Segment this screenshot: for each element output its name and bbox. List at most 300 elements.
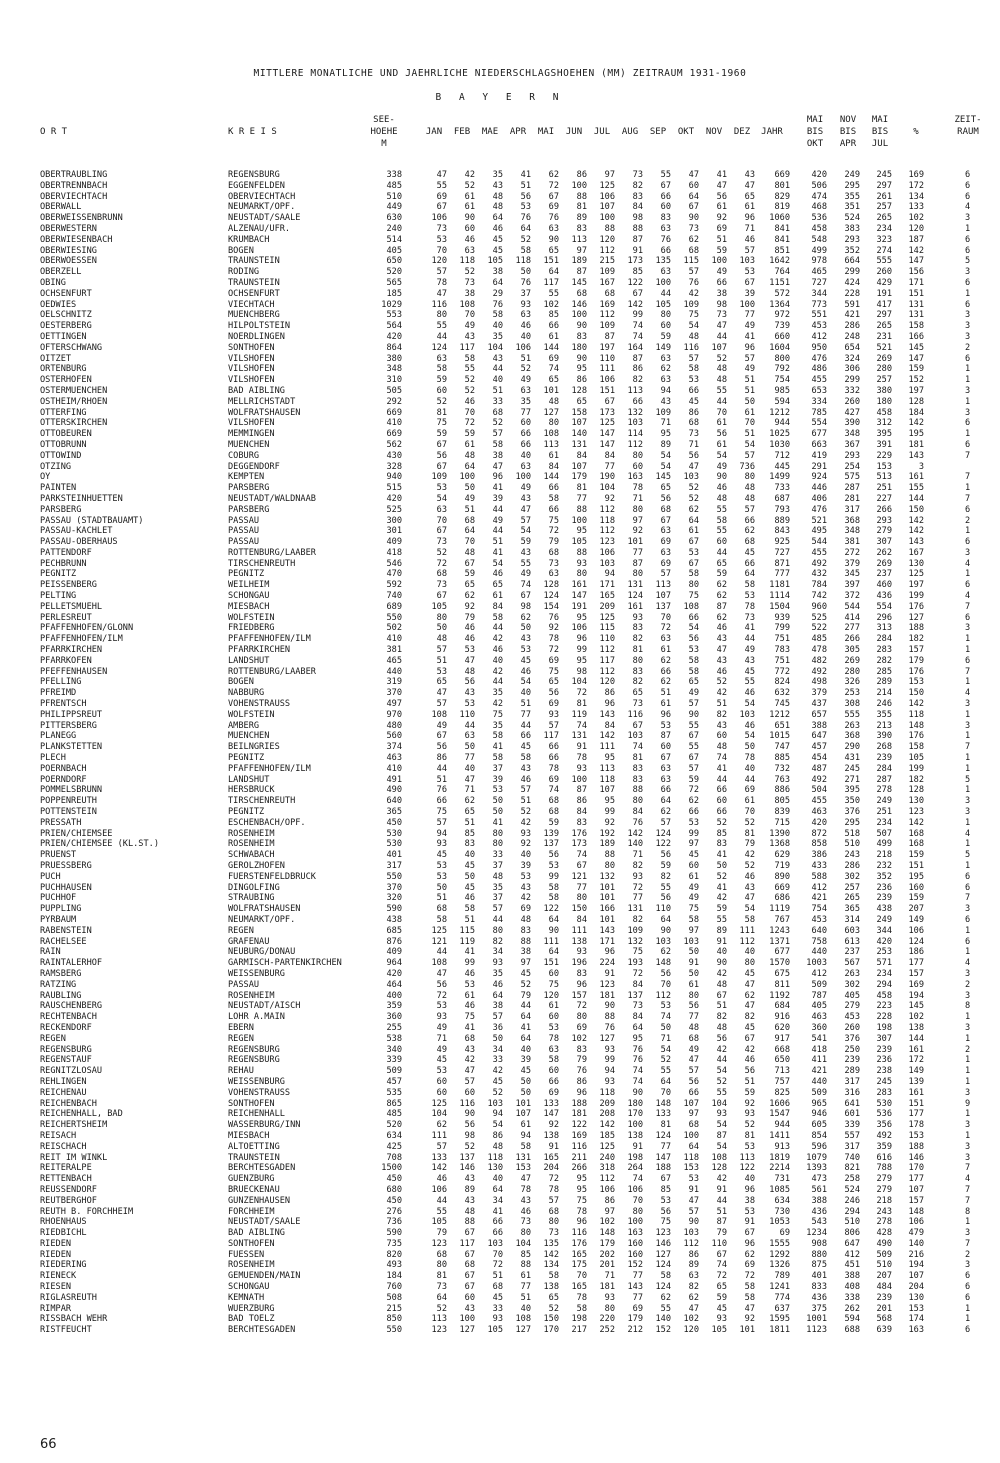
cell-sep: 55 xyxy=(660,1066,671,1077)
cell-nov-apr: 524 xyxy=(844,213,860,224)
cell-jun: 89 xyxy=(576,213,587,224)
cell-mai-jul: 355 xyxy=(876,709,892,720)
station-name: RECHTENBACH xyxy=(40,1012,97,1023)
cell-seehoehe: 328 xyxy=(386,461,402,472)
cell-mai: 58 xyxy=(548,1055,559,1066)
table-row xyxy=(0,1217,1000,1228)
cell-mai-okt: 858 xyxy=(811,839,827,850)
cell-jahr: 1411 xyxy=(769,1130,790,1141)
cell-okt: 56 xyxy=(688,1001,699,1012)
cell-jul: 197 xyxy=(599,342,615,353)
cell-jul: 181 xyxy=(599,990,615,1001)
cell-apr: 66 xyxy=(520,439,531,450)
district-name: NOERDLINGEN xyxy=(228,331,285,342)
cell-jul: 112 xyxy=(599,526,615,537)
cell-apr: 61 xyxy=(520,1120,531,1131)
station-name: ORTENBURG xyxy=(40,364,87,375)
cell-okt: 103 xyxy=(683,472,699,483)
cell-seehoehe: 420 xyxy=(386,493,402,504)
cell-jan: 68 xyxy=(436,1249,447,1260)
cell-feb: 98 xyxy=(464,1130,475,1141)
cell-mai-jul: 359 xyxy=(876,1141,892,1152)
cell-okt: 49 xyxy=(688,893,699,904)
cell-seehoehe: 348 xyxy=(386,364,402,375)
cell-mae: 45 xyxy=(492,234,503,245)
cell-nov-apr: 260 xyxy=(844,396,860,407)
cell-mae: 41 xyxy=(492,483,503,494)
cell-mai-okt: 498 xyxy=(811,677,827,688)
cell-mai: 69 xyxy=(548,202,559,213)
cell-jan: 125 xyxy=(431,925,447,936)
cell-jun: 72 xyxy=(576,1001,587,1012)
cell-jul: 209 xyxy=(599,1098,615,1109)
cell-dez: 47 xyxy=(744,1303,755,1314)
cell-mae: 96 xyxy=(492,472,503,483)
cell-aug: 170 xyxy=(627,1109,643,1120)
cell-mai-jul: 198 xyxy=(876,1022,892,1033)
cell-jan: 111 xyxy=(431,1130,447,1141)
cell-jahr: 767 xyxy=(774,914,790,925)
cell-seehoehe: 463 xyxy=(386,753,402,764)
cell-jul: 106 xyxy=(599,1184,615,1195)
cell-jun: 180 xyxy=(571,342,587,353)
cell-prozent: 158 xyxy=(908,321,924,332)
cell-seehoehe: 550 xyxy=(386,612,402,623)
cell-mai: 124 xyxy=(543,591,559,602)
district-name: BAD AIBLING xyxy=(228,385,285,396)
cell-zeitraum: 5 xyxy=(965,850,971,861)
cell-okt: 67 xyxy=(688,537,699,548)
cell-jan: 53 xyxy=(436,1066,447,1077)
table-row xyxy=(0,494,1000,505)
table-row xyxy=(0,721,1000,732)
cell-prozent: 172 xyxy=(908,1055,924,1066)
station-name: PARKSTEINHUETTEN xyxy=(40,493,123,504)
cell-sep: 124 xyxy=(655,1282,671,1293)
cell-jahr: 789 xyxy=(774,1271,790,1282)
cell-jul: 120 xyxy=(599,234,615,245)
cell-feb: 44 xyxy=(464,720,475,731)
cell-dez: 69 xyxy=(744,785,755,796)
cell-mae: 104 xyxy=(487,342,503,353)
cell-jun: 81 xyxy=(576,483,587,494)
cell-mai-jul: 260 xyxy=(876,267,892,278)
station-name: PLANEGG xyxy=(40,731,77,742)
cell-mai: 91 xyxy=(548,1141,559,1152)
cell-jahr: 774 xyxy=(774,1292,790,1303)
cell-jun: 119 xyxy=(571,709,587,720)
table-row xyxy=(0,699,1000,710)
district-name: REGEN xyxy=(228,925,254,936)
cell-nov-apr: 272 xyxy=(844,547,860,558)
cell-jahr: 1212 xyxy=(769,709,790,720)
cell-jul: 220 xyxy=(599,1314,615,1325)
cell-mai-jul: 214 xyxy=(876,688,892,699)
header-novapr-2: BIS xyxy=(839,127,857,137)
cell-jan: 65 xyxy=(436,677,447,688)
station-name: REISCHACH xyxy=(40,1141,87,1152)
cell-dez: 41 xyxy=(744,623,755,634)
header-mae: MAE xyxy=(481,127,499,137)
cell-jan: 67 xyxy=(436,461,447,472)
cell-zeitraum: 3 xyxy=(965,385,971,396)
cell-seehoehe: 292 xyxy=(386,396,402,407)
cell-aug: 83 xyxy=(632,666,643,677)
table-row xyxy=(0,1314,1000,1325)
table-row xyxy=(0,926,1000,937)
cell-nov-apr: 253 xyxy=(844,688,860,699)
district-name: FORCHHEIM xyxy=(228,1206,275,1217)
cell-aug: 97 xyxy=(632,515,643,526)
cell-jul: 84 xyxy=(604,720,615,731)
cell-feb: 79 xyxy=(464,612,475,623)
cell-zeitraum: 3 xyxy=(965,1228,971,1239)
cell-zeitraum: 3 xyxy=(965,1260,971,1271)
cell-dez: 41 xyxy=(744,331,755,342)
cell-jahr: 1292 xyxy=(769,1249,790,1260)
cell-aug: 100 xyxy=(627,1120,643,1131)
cell-mai: 108 xyxy=(543,429,559,440)
cell-zeitraum: 8 xyxy=(965,1206,971,1217)
cell-jahr: 669 xyxy=(774,170,790,180)
cell-mae: 53 xyxy=(492,785,503,796)
table-row xyxy=(0,418,1000,429)
cell-mae: 64 xyxy=(492,990,503,1001)
cell-mai: 151 xyxy=(543,958,559,969)
station-name: PFAFFENHOFEN/GLONN xyxy=(40,623,134,634)
cell-jahr: 851 xyxy=(774,245,790,256)
cell-jan: 79 xyxy=(436,1228,447,1239)
cell-mai-okt: 647 xyxy=(811,731,827,742)
district-name: GUNZENHAUSEN xyxy=(228,1195,291,1206)
cell-mae: 45 xyxy=(492,245,503,256)
cell-mai-jul: 153 xyxy=(876,461,892,472)
cell-seehoehe: 530 xyxy=(386,828,402,839)
cell-jul: 95 xyxy=(604,796,615,807)
table-row xyxy=(0,1174,1000,1185)
cell-prozent: 216 xyxy=(908,1249,924,1260)
cell-prozent: 153 xyxy=(908,677,924,688)
table-row xyxy=(0,1077,1000,1088)
cell-prozent: 161 xyxy=(908,1044,924,1055)
station-name: RIEDEN xyxy=(40,1238,72,1249)
cell-zeitraum: 1 xyxy=(965,925,971,936)
cell-mai-jul: 554 xyxy=(876,601,892,612)
district-name: OBERVIECHTACH xyxy=(228,191,296,202)
cell-sep: 62 xyxy=(660,364,671,375)
cell-dez: 96 xyxy=(744,342,755,353)
table-row xyxy=(0,1099,1000,1110)
cell-nov-apr: 424 xyxy=(844,277,860,288)
cell-dez: 100 xyxy=(739,299,755,310)
cell-seehoehe: 510 xyxy=(386,191,402,202)
cell-jul: 101 xyxy=(599,893,615,904)
cell-dez: 47 xyxy=(744,180,755,191)
cell-dez: 45 xyxy=(744,968,755,979)
table-row xyxy=(0,332,1000,343)
cell-apr: 74 xyxy=(520,580,531,591)
cell-nov-apr: 591 xyxy=(844,299,860,310)
cell-dez: 55 xyxy=(744,677,755,688)
station-name: REGENSTAUF xyxy=(40,1055,92,1066)
district-name: PASSAU xyxy=(228,515,260,526)
district-name: PASSAU xyxy=(228,537,260,548)
cell-mai-okt: 548 xyxy=(811,234,827,245)
cell-seehoehe: 560 xyxy=(386,731,402,742)
table-row xyxy=(0,1293,1000,1304)
district-name: LANDSHUT xyxy=(228,774,270,785)
district-name: NEUBURG/DONAU xyxy=(228,947,296,958)
cell-jul: 143 xyxy=(599,925,615,936)
cell-apr: 64 xyxy=(520,223,531,234)
cell-aug: 73 xyxy=(632,170,643,180)
cell-okt: 64 xyxy=(688,191,699,202)
table-row xyxy=(0,1131,1000,1142)
cell-sep: 76 xyxy=(660,234,671,245)
cell-dez: 54 xyxy=(744,699,755,710)
cell-dez: 47 xyxy=(744,1001,755,1012)
cell-sep: 63 xyxy=(660,375,671,386)
cell-mai-okt: 334 xyxy=(811,396,827,407)
cell-mai-okt: 758 xyxy=(811,936,827,947)
cell-prozent: 131 xyxy=(908,299,924,310)
cell-jan: 55 xyxy=(436,180,447,191)
cell-okt: 53 xyxy=(688,547,699,558)
cell-feb: 65 xyxy=(464,580,475,591)
cell-mai-okt: 405 xyxy=(811,1001,827,1012)
cell-prozent: 187 xyxy=(908,234,924,245)
cell-jan: 58 xyxy=(436,914,447,925)
district-name: TRAUNSTEIN xyxy=(228,1152,280,1163)
cell-feb: 58 xyxy=(464,353,475,364)
cell-prozent: 106 xyxy=(908,1217,924,1228)
cell-jahr: 620 xyxy=(774,1022,790,1033)
cell-okt: 90 xyxy=(688,709,699,720)
cell-seehoehe: 546 xyxy=(386,558,402,569)
cell-nov-apr: 421 xyxy=(844,310,860,321)
cell-nov-apr: 524 xyxy=(844,1184,860,1195)
station-name: PELTING xyxy=(40,591,77,602)
cell-mai-okt: 421 xyxy=(811,893,827,904)
cell-jul: 100 xyxy=(599,213,615,224)
cell-jul: 318 xyxy=(599,1163,615,1174)
cell-sep: 66 xyxy=(660,666,671,677)
cell-zeitraum: 1 xyxy=(965,1303,971,1314)
cell-sep: 103 xyxy=(655,936,671,947)
cell-dez: 44 xyxy=(744,774,755,785)
cell-nov: 45 xyxy=(716,1303,727,1314)
cell-zeitraum: 4 xyxy=(965,1174,971,1185)
cell-jul: 112 xyxy=(599,666,615,677)
cell-jan: 63 xyxy=(436,504,447,515)
cell-mai: 63 xyxy=(548,223,559,234)
cell-mae: 82 xyxy=(492,936,503,947)
cell-zeitraum: 1 xyxy=(965,839,971,850)
cell-apr: 38 xyxy=(520,947,531,958)
cell-jahr: 668 xyxy=(774,1044,790,1055)
cell-jan: 60 xyxy=(436,385,447,396)
cell-sep: 140 xyxy=(655,1314,671,1325)
cell-jan: 51 xyxy=(436,893,447,904)
cell-jan: 73 xyxy=(436,1282,447,1293)
cell-okt: 48 xyxy=(688,331,699,342)
cell-jul: 86 xyxy=(604,1195,615,1206)
cell-zeitraum: 6 xyxy=(965,245,971,256)
cell-feb: 68 xyxy=(464,515,475,526)
cell-mai-okt: 433 xyxy=(811,861,827,871)
cell-sep: 135 xyxy=(655,256,671,267)
cell-jun: 90 xyxy=(576,321,587,332)
cell-dez: 96 xyxy=(744,1184,755,1195)
cell-mai-okt: 406 xyxy=(811,493,827,504)
cell-mai: 61 xyxy=(548,331,559,342)
cell-mae: 103 xyxy=(487,1238,503,1249)
cell-apr: 104 xyxy=(515,1238,531,1249)
cell-apr: 118 xyxy=(515,256,531,267)
header-jahr: JAHR xyxy=(761,127,783,137)
cell-mai-okt: 1234 xyxy=(806,1228,827,1239)
cell-feb: 53 xyxy=(464,645,475,656)
cell-sep: 63 xyxy=(660,774,671,785)
cell-jun: 70 xyxy=(576,1271,587,1282)
cell-okt: 67 xyxy=(688,753,699,764)
cell-jahr: 1025 xyxy=(769,429,790,440)
cell-okt: 75 xyxy=(688,310,699,321)
district-name: NEUSTADT/SAALE xyxy=(228,1217,301,1228)
cell-mai-okt: 412 xyxy=(811,882,827,893)
cell-prozent: 160 xyxy=(908,882,924,893)
table-row xyxy=(0,980,1000,991)
station-name: OTTERFING xyxy=(40,407,87,418)
cell-nov-apr: 397 xyxy=(844,580,860,591)
cell-jun: 83 xyxy=(576,968,587,979)
cell-apr: 52 xyxy=(520,364,531,375)
cell-mai: 78 xyxy=(548,634,559,645)
cell-nov-apr: 575 xyxy=(844,472,860,483)
cell-mai-jul: 294 xyxy=(876,979,892,990)
table-row xyxy=(0,883,1000,894)
cell-nov-apr: 293 xyxy=(844,450,860,461)
district-name: TRAUNSTEIN xyxy=(228,277,280,288)
cell-seehoehe: 480 xyxy=(386,720,402,731)
cell-dez: 51 xyxy=(744,429,755,440)
cell-prozent: 178 xyxy=(908,1120,924,1131)
cell-jan: 59 xyxy=(436,429,447,440)
cell-aug: 74 xyxy=(632,1076,643,1087)
cell-mai-jul: 380 xyxy=(876,385,892,396)
table-row xyxy=(0,1088,1000,1099)
station-name: REHLINGEN xyxy=(40,1076,87,1087)
cell-mai-jul: 239 xyxy=(876,893,892,904)
cell-nov-apr: 271 xyxy=(844,774,860,785)
cell-jan: 70 xyxy=(436,515,447,526)
cell-mai: 74 xyxy=(548,364,559,375)
district-name: ALTOETTING xyxy=(228,1141,280,1152)
cell-mai-okt: 773 xyxy=(811,299,827,310)
cell-mai-okt: 474 xyxy=(811,191,827,202)
cell-okt: 58 xyxy=(688,655,699,666)
district-name: ALZENAU/UFR. xyxy=(228,223,291,234)
station-name: RIENECK xyxy=(40,1271,77,1282)
cell-zeitraum: 1 xyxy=(965,396,971,407)
cell-dez: 53 xyxy=(744,1206,755,1217)
cell-jan: 123 xyxy=(431,1238,447,1249)
cell-jahr: 677 xyxy=(774,947,790,958)
cell-zeitraum: 1 xyxy=(965,1217,971,1228)
cell-aug: 152 xyxy=(627,1260,643,1271)
cell-apr: 50 xyxy=(520,1076,531,1087)
cell-nov: 91 xyxy=(716,1184,727,1195)
cell-aug: 84 xyxy=(632,807,643,818)
cell-mae: 45 xyxy=(492,1076,503,1087)
cell-mai: 138 xyxy=(543,1282,559,1293)
cell-mae: 48 xyxy=(492,202,503,213)
cell-apr: 53 xyxy=(520,202,531,213)
cell-apr: 107 xyxy=(515,1109,531,1120)
cell-nov-apr: 348 xyxy=(844,429,860,440)
cell-sep: 124 xyxy=(655,1130,671,1141)
cell-sep: 63 xyxy=(660,223,671,234)
cell-aug: 132 xyxy=(627,407,643,418)
cell-mai-jul: 234 xyxy=(876,968,892,979)
cell-nov: 89 xyxy=(716,925,727,936)
page-number: 66 xyxy=(40,1437,57,1452)
cell-sep: 77 xyxy=(660,1141,671,1152)
cell-mai: 60 xyxy=(548,968,559,979)
cell-prozent: 184 xyxy=(908,407,924,418)
cell-prozent: 144 xyxy=(908,493,924,504)
cell-jun: 75 xyxy=(576,1195,587,1206)
table-row xyxy=(0,753,1000,764)
cell-nov: 44 xyxy=(716,1195,727,1206)
cell-prozent: 170 xyxy=(908,1163,924,1174)
cell-seehoehe: 650 xyxy=(386,256,402,267)
cell-mai-jul: 490 xyxy=(876,1238,892,1249)
cell-zeitraum: 7 xyxy=(965,493,971,504)
cell-aug: 83 xyxy=(632,763,643,774)
cell-dez: 52 xyxy=(744,861,755,871)
cell-nov-apr: 338 xyxy=(844,1292,860,1303)
station-name: PHILIPPSREUT xyxy=(40,709,103,720)
cell-mai-jul: 261 xyxy=(876,191,892,202)
cell-jan: 64 xyxy=(436,1292,447,1303)
cell-seehoehe: 338 xyxy=(386,170,402,180)
cell-jun: 84 xyxy=(576,807,587,818)
cell-seehoehe: 360 xyxy=(386,1012,402,1023)
cell-aug: 75 xyxy=(632,947,643,958)
cell-apr: 52 xyxy=(520,234,531,245)
cell-mai: 63 xyxy=(548,1044,559,1055)
cell-aug: 85 xyxy=(632,267,643,278)
cell-jun: 100 xyxy=(571,774,587,785)
cell-jahr: 632 xyxy=(774,688,790,699)
cell-sep: 55 xyxy=(660,1303,671,1314)
district-name: VILSHOFEN xyxy=(228,418,275,429)
header-ort: O R T xyxy=(40,127,68,137)
cell-mae: 51 xyxy=(492,537,503,548)
cell-mai: 69 xyxy=(548,774,559,785)
cell-prozent: 199 xyxy=(908,591,924,602)
district-name: VILSHOFEN xyxy=(228,364,275,375)
cell-mae: 44 xyxy=(492,526,503,537)
cell-dez: 81 xyxy=(744,1130,755,1141)
cell-prozent: 124 xyxy=(908,936,924,947)
cell-jahr: 805 xyxy=(774,796,790,807)
cell-jul: 202 xyxy=(599,1249,615,1260)
cell-mae: 29 xyxy=(492,288,503,299)
station-name: OBERVIECHTACH xyxy=(40,191,108,202)
cell-dez: 70 xyxy=(744,418,755,429)
